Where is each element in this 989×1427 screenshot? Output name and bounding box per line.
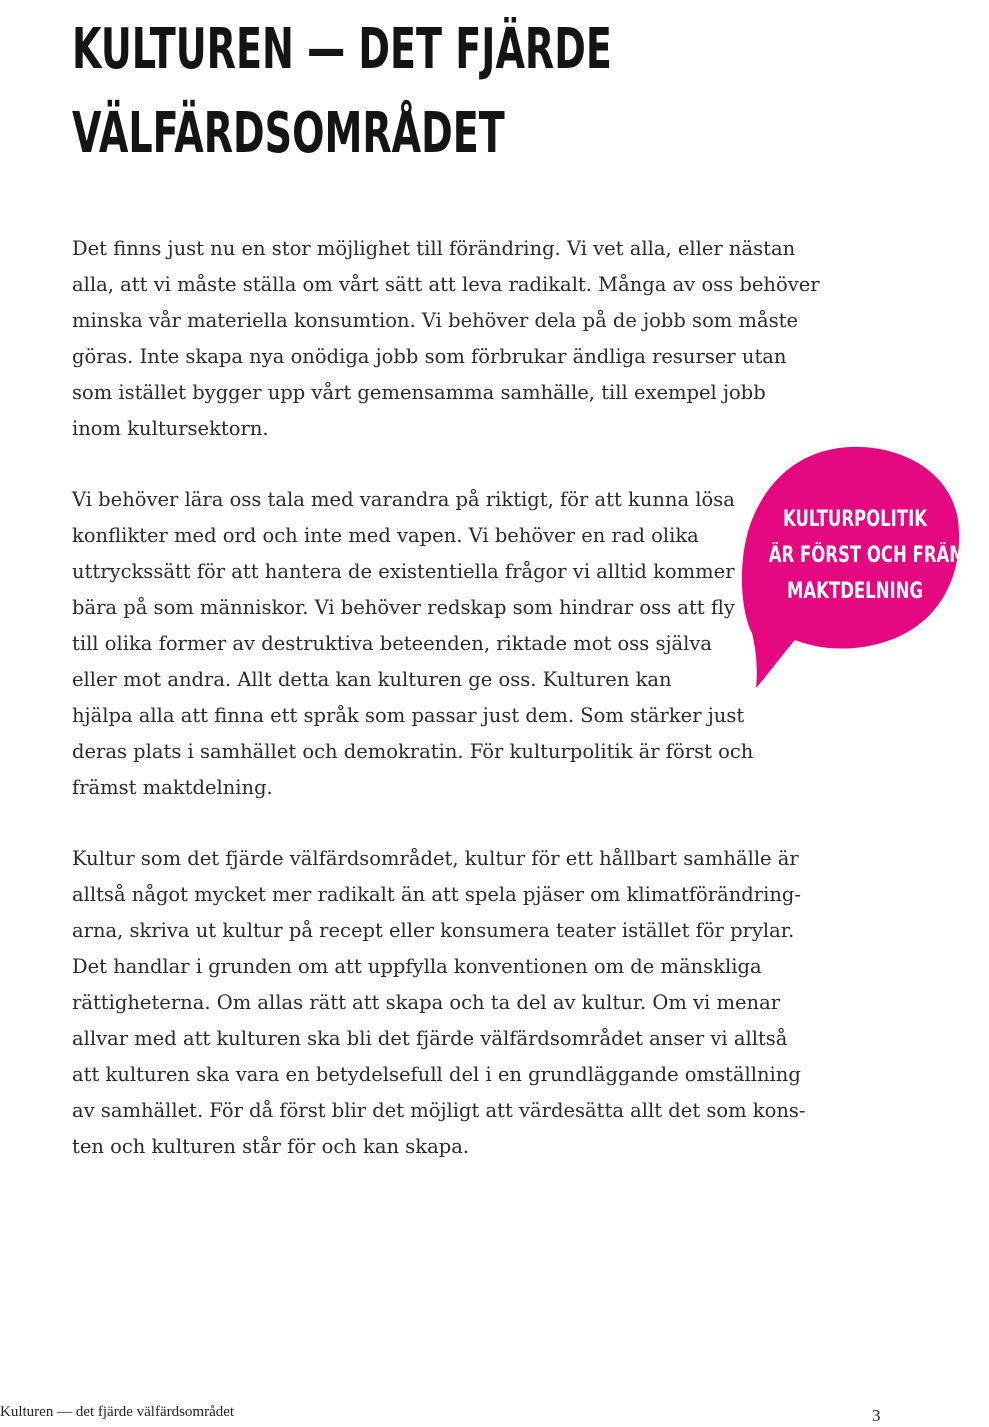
text-line: Det handlar i grunden om att uppfylla konventionen om de mänskliga	[72, 955, 762, 978]
text-line: konflikter med ord och inte med vapen. Vi behöver en rad olika	[72, 524, 699, 547]
text-line: alla, att vi måste ställa om vårt sätt att leva radikalt. Många av oss behöver	[72, 273, 820, 296]
paragraph-intro	[72, 231, 820, 447]
bubble-line: KULTURPOLITIK	[783, 507, 927, 532]
bubble-line: ÄR FÖRST OCH FRÄMST	[768, 543, 989, 568]
title-line: KULTUREN — DET FJÄRDE	[72, 17, 612, 82]
text-line: ten och kulturen står för och kan skapa.	[72, 1135, 470, 1158]
paragraph-culture-needs	[72, 482, 753, 806]
text-line: uttryckssätt för att hantera de existentiella frågor vi alltid kommer	[72, 560, 735, 583]
speech-bubble-callout	[740, 440, 989, 690]
text-line: Vi behöver lära oss tala med varandra på riktigt, för att kunna lösa	[72, 488, 735, 511]
title-line: VÄLFÄRDSOMRÅDET	[72, 101, 505, 166]
text-line: att kulturen ska vara en betydelsefull del i en grundläggande omställning	[72, 1063, 801, 1086]
text-line: som istället bygger upp vårt gemensamma samhälle, till exempel jobb	[72, 381, 766, 404]
text-line: hjälpa alla att finna ett språk som passar just dem. Som stärker just	[72, 704, 745, 727]
text-line: främst maktdelning.	[72, 776, 273, 799]
bubble-line: MAKTDELNING	[786, 579, 924, 604]
page-title	[72, 8, 612, 176]
text-line: Det finns just nu en stor möjlighet till förändring. Vi vet alla, eller nästan	[72, 237, 796, 260]
text-line: Kultur som det fjärde välfärdsområdet, kultur för ett hållbart samhälle är	[72, 847, 799, 870]
text-line: bära på som människor. Vi behöver redskap som hindrar oss att fly	[72, 596, 735, 619]
speech-bubble-text	[740, 502, 989, 610]
text-line: deras plats i samhället och demokratin. För kulturpolitik är först och	[72, 740, 754, 763]
text-line: rättigheterna. Om allas rätt att skapa och ta del av kultur. Om vi menar	[72, 991, 781, 1014]
text-line: minska vår materiella konsumtion. Vi behöver dela på de jobb som måste	[72, 309, 798, 332]
text-line: alltså något mycket mer radikalt än att spela pjäser om klimatförändring-	[72, 883, 801, 906]
text-line: göras. Inte skapa nya onödiga jobb som förbrukar ändliga resurser utan	[72, 345, 787, 368]
text-line: av samhället. För då först blir det möjligt att värdesätta allt det som kons-	[72, 1099, 806, 1122]
paragraph-conclusion	[72, 841, 806, 1165]
text-line: allvar med att kulturen ska bli det fjärde välfärdsområdet anser vi alltså	[72, 1027, 788, 1050]
page-number: 3	[872, 1406, 881, 1425]
text-line: inom kultursektorn.	[72, 417, 269, 440]
text-line: arna, skriva ut kultur på recept eller konsumera teater istället för prylar.	[72, 919, 795, 942]
text-line: eller mot andra. Allt detta kan kulturen ge oss. Kulturen kan	[72, 668, 672, 691]
footer-running-title: Kulturen — det fjärde välfärdsområdet	[0, 1404, 235, 1420]
text-line: till olika former av destruktiva beteenden, riktade mot oss själva	[72, 632, 713, 655]
